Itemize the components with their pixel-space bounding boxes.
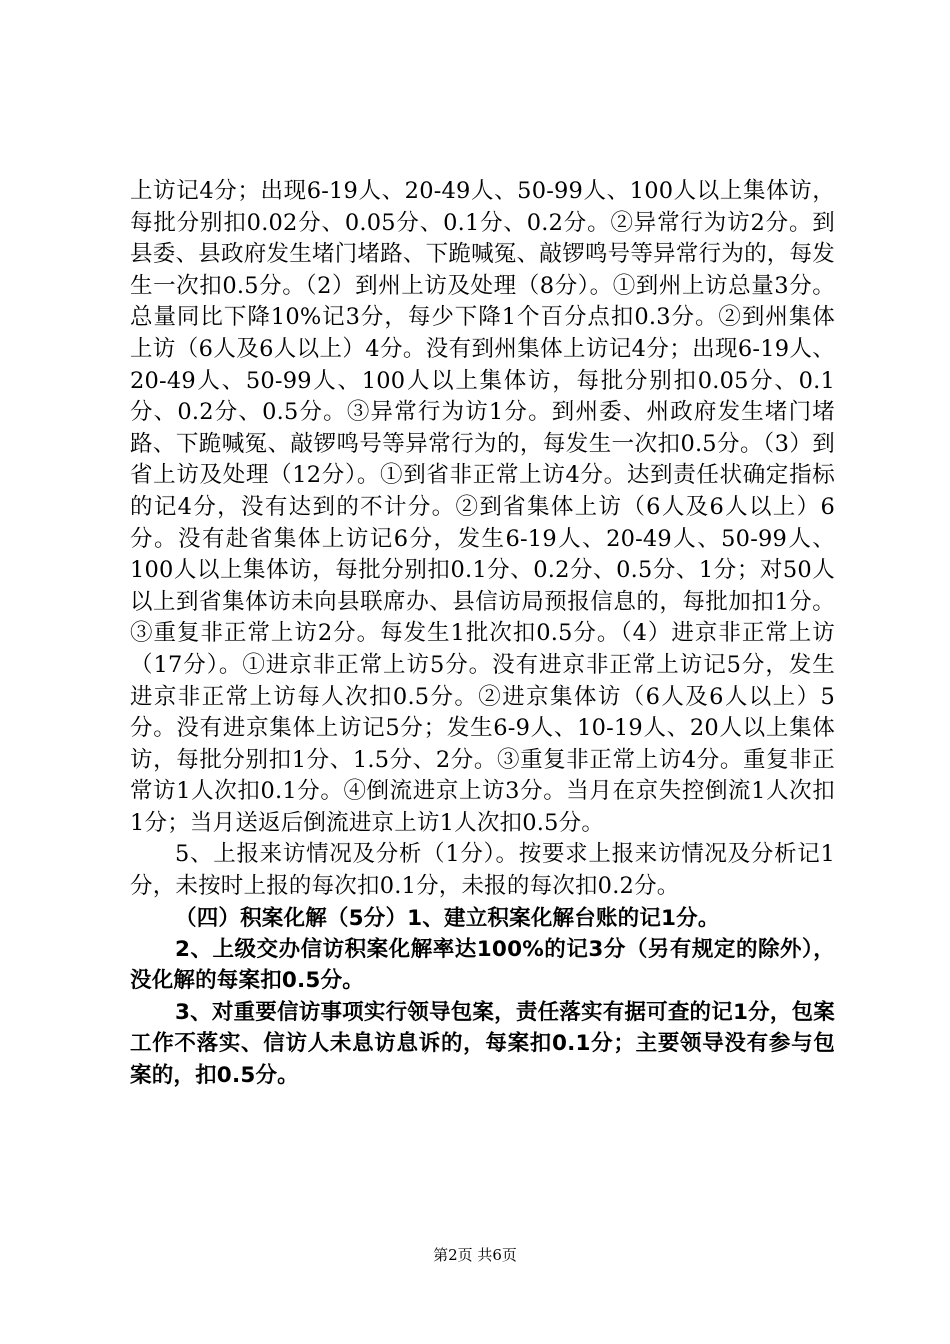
page-number-footer: 第2页 共6页 — [433, 1246, 517, 1264]
paragraph-backlog-rate: 2、上级交办信访积案化解率达100%的记3分（另有规定的除外），没化解的每案扣0.5分。 — [130, 937, 835, 994]
document-body — [130, 176, 835, 1091]
paragraph-report-visits: 5、上报来访情况及分析（1分）。按要求上报来访情况及分析记1分，未按时上报的每次扣0.1分，未报的每次扣0.2分。 — [130, 841, 835, 900]
paragraph-leader-cases: 3、对重要信访事项实行领导包案，责任落实有据可查的记1分，包案工作不落实、信访人未息访息诉的，每案扣0.1分；主要领导没有参与包案的，扣0.5分。 — [130, 999, 835, 1088]
paragraph-backlog-resolution: （四）积案化解（5分）1、建立积案化解台账的记1分。 — [175, 905, 720, 931]
paragraph-scoring-rules: 上访记4分；出现6-19人、20-49人、50-99人、100人以上集体访，每批分别扣0.02分、0.05分、0.1分、0.2分。②异常行为访2分。到县委、县政府发生堵门堵路、下跪喊冤、敲锣鸣号等异常行为的，每发生一次扣0.5分。（2）到州上访及处理（8分）。①到州上访总量3分。总量同比下降10%记3分，每少下降1个百分点扣0.3分。②到州集体上访（6人及6人以上）4分。没有到州集体上访记4分；出现6-19人、20-49人、50-99人、100人以上集体访，每批分别扣0.05分、0.1分、0.2分、0.5分。③异常行为访1分。到州委、州政府发生堵门堵路、下跪喊冤、敲锣鸣号等异常行为的，每发生一次扣0.5分。（3）到省上访及处理（12分）。①到省非正常上访4分。达到责任状确定指标的记4分，没有达到的不计分。②到省集体上访（6人及6人以上）6分。没有赴省集体上访记6分，发生6-19人、20-49人、50-99人、100人以上集体访，每批分别扣0.1分、0.2分、0.5分、1分；对50人以上到省集体访未向县联席办、县信访局预报信息的，每批加扣1分。③重复非正常上访2分。每发生1批次扣0.5分。（4）进京非正常上访（17分）。①进京非正常上访5分。没有进京非正常上访记5分，发生进京非正常上访每人次扣0.5分。②进京集体访（6人及6人以上）5分。没有进京集体上访记5分；发生6-9人、10-19人、20人以上集体访，每批分别扣1分、1.5分、2分。③重复非正常上访4分。重复非正常访1人次扣0.1分。④倒流进京上访3分。当月在京失控倒流1人次扣1分；当月送返后倒流进京上访1人次扣0.5分。 — [130, 178, 835, 836]
